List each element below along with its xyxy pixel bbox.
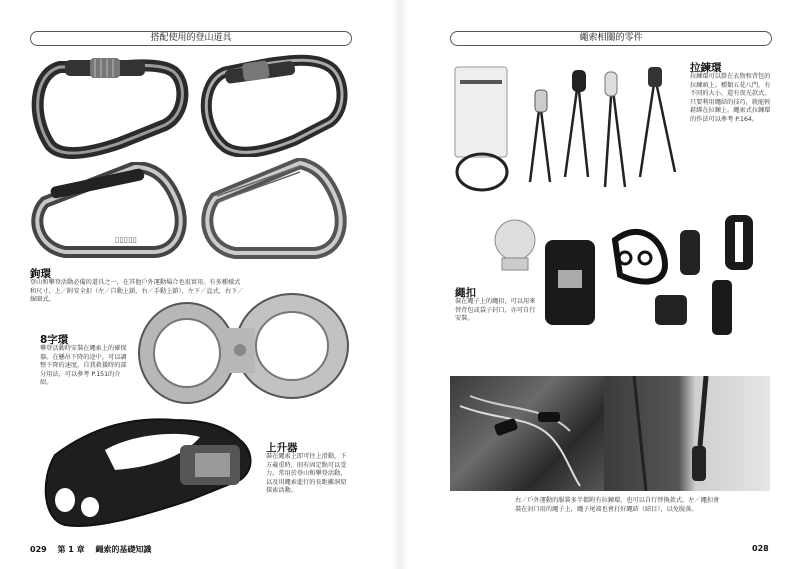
right-page-header [450, 31, 772, 46]
left-footer [30, 544, 151, 555]
figure-eight-title: 8字環 [40, 334, 69, 346]
zipper-pull-in-use-photo [604, 376, 770, 491]
carabiner-locking-manual-photo [195, 52, 350, 157]
ascender-title: 上升器 [266, 442, 298, 454]
cord-lock-title: 繩扣 [455, 287, 476, 299]
figure-eight-descender-photo [132, 288, 350, 413]
carabiner-wire-gate-photo [195, 158, 350, 263]
cord-lock-in-use-photo [450, 376, 604, 491]
left-page-header [30, 31, 352, 46]
page-gutter [392, 0, 408, 569]
chapter-title: 繩索的基礎知識 [95, 545, 152, 554]
carabiner-locking-auto-photo [25, 55, 190, 160]
carabiner-straight-gate-photo [25, 162, 190, 262]
zipper-pull-title: 拉鍊環 [690, 62, 722, 74]
zipper-pulls-photo [450, 62, 688, 197]
zipper-pull-description: 拉鍊環可以掛在衣物和背包的拉鍊頭上。種類五花八門，有不同的大小，還有夜光款式。只要利用繩結的技巧，就能輕鬆綁在拉鍊上。繩索式拉鍊環的作法可以參考 P.164。 [690, 73, 771, 123]
carabiner-title: 鉤環 [30, 268, 51, 280]
bottom-photos-caption: 右／戶外運動的服裝多半都附有拉鍊環，也可以自行替換款式。左／繩扣會裝在封口用的繩子上，繩子尾端也會打好繩結（結目），以免脫落。 [515, 497, 720, 513]
ascender-description: 裝在繩索上即可往上滑動，下方載重時，則有固定點可以受力。常用於登山和攀登活動，以及用繩索進行的長距離洞窟探索活動。 [266, 453, 347, 495]
left-header-text: 搭配使用的登山道具 [150, 33, 232, 43]
carabiner-description: 登山和攀登活動必備的道具之一，在其他戶外運動場合也很實用。有多種樣式和尺寸，上／附安全扣（左／自動上鎖，右／手動上鎖），左下／直式，右下／線圈式。 [30, 279, 244, 304]
svg-text:▯▯▯▯▯: ▯▯▯▯▯ [115, 235, 138, 244]
cord-locks-photo [490, 210, 760, 345]
ascender-device-photo [35, 405, 260, 530]
left-page-number: 029 [30, 545, 47, 554]
cord-lock-description: 裝在繩子上的繩扣，可以用來替背包或袋子封口，亦可自行安裝。 [455, 298, 536, 323]
right-page-number: 028 [752, 544, 769, 553]
chapter-label: 第 1 章 [57, 545, 85, 554]
right-header-text: 繩索相關的零件 [579, 33, 643, 43]
figure-eight-description: 攀登活動時安裝在繩索上的確保器。在懸吊下降的途中，可以調整下降的速度。自我救援時的部分用法，可以參考 P.151的介紹。 [40, 345, 127, 387]
